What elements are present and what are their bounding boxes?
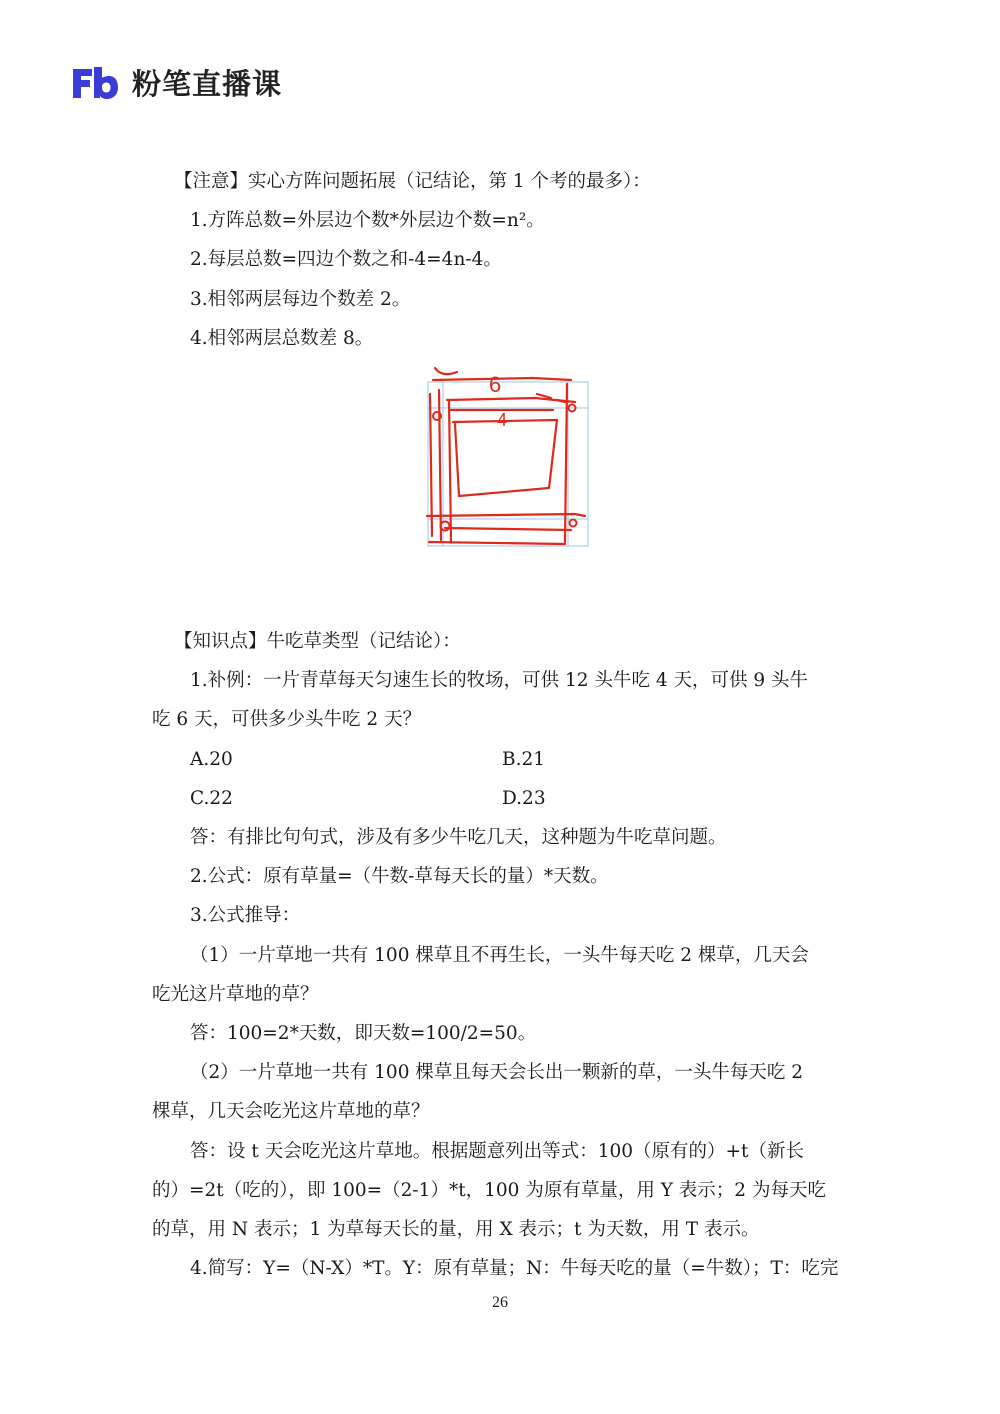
options-row [152,779,852,818]
list-item: 1.方阵总数=外层边个数*外层边个数=n²。 [190,210,545,232]
option-c: C.22 [190,787,233,809]
answer-line: 答：设 t 天会吃光这片草地。根据题意列出等式：100（原有的）+t（新长 [190,1140,804,1162]
option-b: B.21 [502,748,546,770]
square-array-sketch [425,364,591,548]
red-ink-strokes [427,368,585,544]
section-title: 【知识点】牛吃草类型（记结论）： [174,631,461,653]
page-number: 26 [492,1294,508,1311]
options-row [152,740,852,779]
list-item: 3.相邻两层每边个数差 2。 [190,288,411,310]
shorthand-line: 4.简写：Y=（N-X）*T。Y：原有草量；N：牛每天吃的量（=牛数）；T：吃完 [190,1258,839,1280]
derivation-heading: 3.公式推导： [190,905,301,927]
inner-label: 4 [497,410,508,430]
question-line: （2）一片草地一共有 100 棵草且每天会长出一颗新的草，一头牛每天吃 2 [190,1062,803,1084]
example-line: 吃 6 天，可供多少头牛吃 2 天？ [152,709,422,731]
question-line: 棵草，几天会吃光这片草地的草？ [152,1101,430,1123]
outer-label: 6 [489,372,502,397]
answer-line: 答：有排比句句式，涉及有多少牛吃几天，这种题为牛吃草问题。 [190,827,727,849]
answer-line: 答：100=2*天数，即天数=100/2=50。 [190,1023,537,1045]
grid-lines [428,382,588,546]
formula-line: 2.公式：原有草量=（牛数-草每天长的量）*天数。 [190,866,609,888]
example-line: 1.补例：一片青草每天匀速生长的牧场，可供 12 头牛吃 4 天，可供 9 头牛 [190,670,809,692]
list-item: 2.每层总数=四边个数之和-4=4n-4。 [190,249,502,271]
fenbi-logo-icon [70,65,120,101]
option-d: D.23 [502,787,546,809]
document-body [152,162,852,1288]
header [70,62,282,103]
option-a: A.20 [190,748,233,770]
question-line: 吃光这片草地的草？ [152,983,319,1005]
question-line: （1）一片草地一共有 100 棵草且不再生长，一头牛每天吃 2 棵草，几天会 [190,944,809,966]
answer-line: 的）=2t（吃的），即 100=（2-1）*t，100 为原有草量，用 Y 表示；2 为每天吃 [152,1179,826,1201]
section-title: 【注意】实心方阵问题拓展（记结论，第 1 个考的最多）： [174,171,651,192]
answer-line: 的草，用 N 表示；1 为草每天长的量，用 X 表示；t 为天数，用 T 表示。 [152,1219,760,1241]
brand-name: 粉笔直播课 [132,67,283,101]
list-item: 4.相邻两层总数差 8。 [190,327,374,349]
